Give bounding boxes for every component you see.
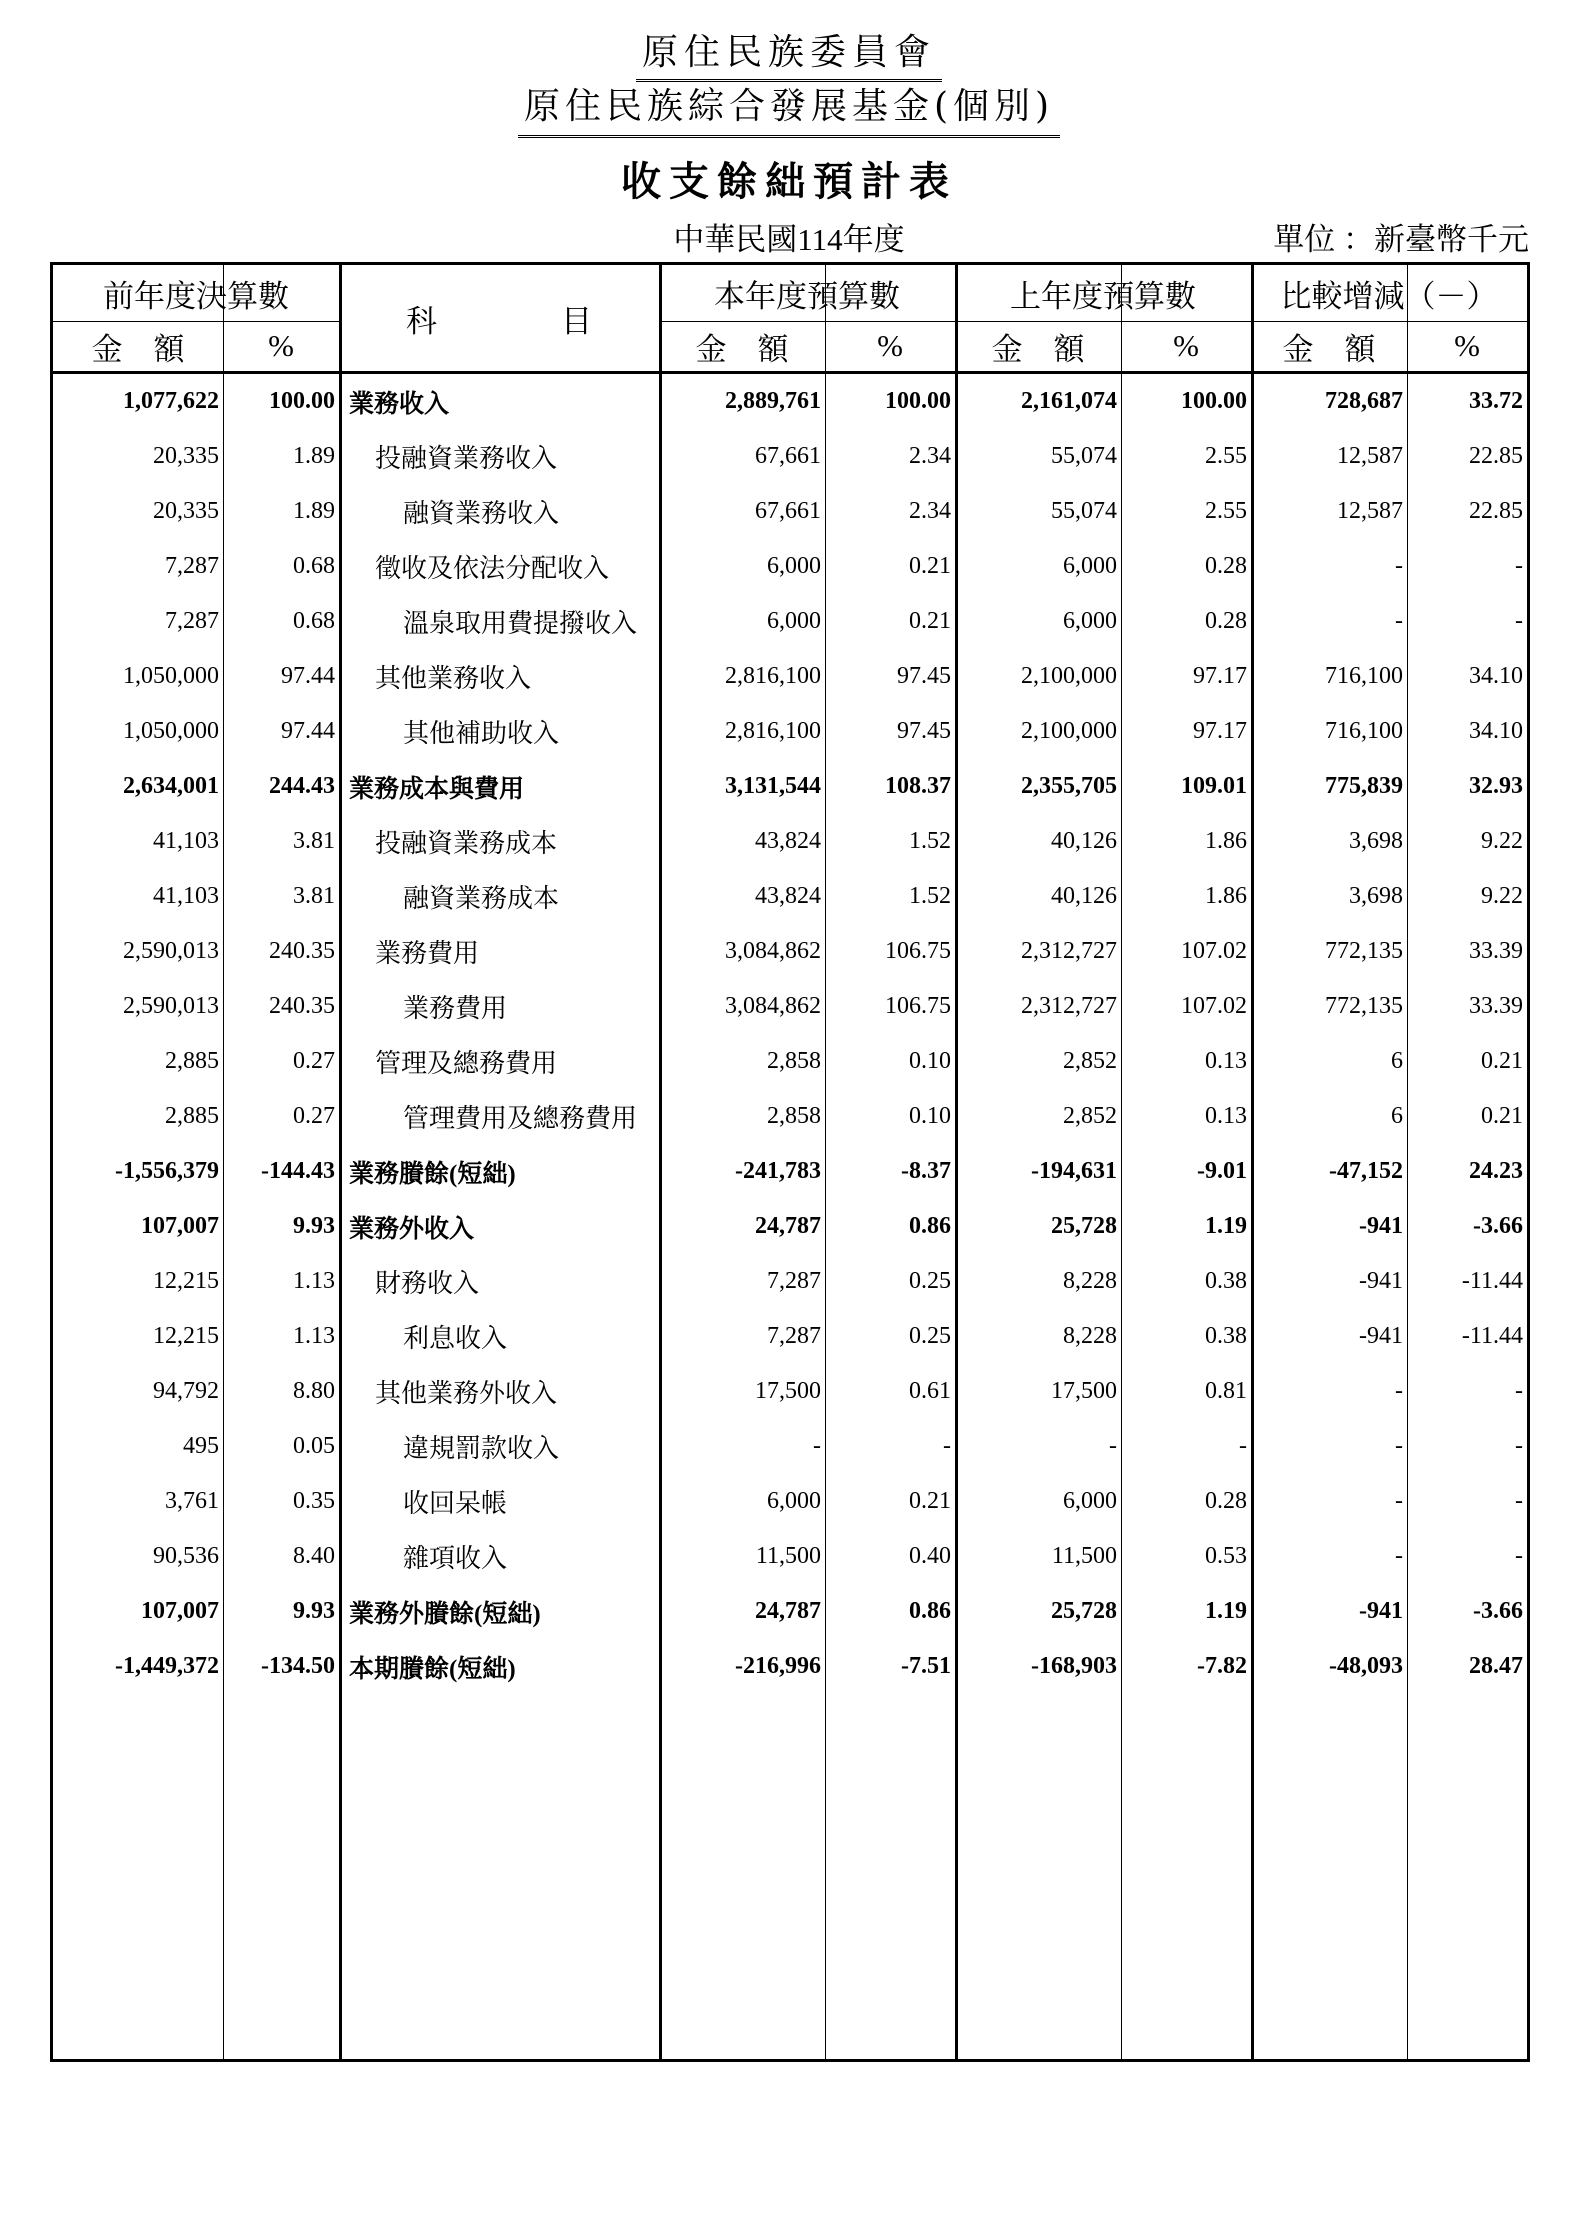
pct-cell: - [1515,1378,1523,1404]
amount-cell: -1,556,379 [115,1158,219,1184]
pct-cell: 0.38 [1205,1268,1247,1294]
table-row [53,484,1527,539]
pct-cell: 0.35 [293,1488,335,1514]
pct-cell: 9.22 [1481,828,1523,854]
subject-cell: 業務外賸餘(短絀) [349,1600,541,1628]
pct-cell: 22.85 [1469,498,1523,524]
subject-cell: 業務費用 [375,939,480,968]
pct-cell: 97.44 [281,718,335,744]
amount-cell: 55,074 [1051,443,1117,469]
amount-cell: -241,783 [735,1158,821,1184]
subject-cell: 雜項收入 [403,1544,508,1573]
pct-cell: 97.17 [1193,718,1247,744]
pct-cell: 1.52 [909,883,951,909]
pct-cell: 0.05 [293,1433,335,1459]
pct-cell: 106.75 [885,993,951,1019]
pct-cell: -11.44 [1461,1323,1523,1349]
amount-cell: 6,000 [1063,608,1117,634]
amount-cell: 3,084,862 [725,993,821,1019]
pct-cell: 106.75 [885,938,951,964]
table-row [53,539,1527,594]
pct-cell: 1.52 [909,828,951,854]
amount-cell: -48,093 [1329,1653,1403,1679]
amount-cell: 3,131,544 [725,773,821,799]
pct-cell: 0.40 [909,1543,951,1569]
pct-cell: 97.17 [1193,663,1247,689]
amount-cell: -47,152 [1329,1158,1403,1184]
amount-cell: 1,077,622 [123,388,219,414]
pct-cell: 9.93 [293,1213,335,1239]
amount-cell: 2,858 [767,1103,821,1129]
subject-cell: 徵收及依法分配收入 [375,554,610,583]
amount-cell: 90,536 [153,1543,219,1569]
amount-cell: 12,587 [1337,443,1403,469]
amount-cell: 3,761 [165,1488,219,1514]
amount-cell: 12,587 [1337,498,1403,524]
amount-cell: - [1395,1433,1403,1459]
amount-cell: 20,335 [153,443,219,469]
subject-cell: 其他業務收入 [375,664,532,693]
amount-cell: 11,500 [1051,1543,1117,1569]
pct-cell: 2.55 [1205,443,1247,469]
subject-cell: 管理及總務費用 [375,1049,558,1078]
subject-cell: 溫泉取用費提撥收入 [403,609,638,638]
amount-cell: 716,100 [1325,718,1403,744]
amount-cell: 8,228 [1063,1323,1117,1349]
subject-cell: 收回呆帳 [403,1489,508,1518]
table-row [53,869,1527,924]
pct-cell: - [1515,553,1523,579]
amount-cell: 6,000 [1063,553,1117,579]
pct-cell: -7.82 [1197,1653,1247,1679]
table-row [53,649,1527,704]
pct-cell: 97.45 [897,718,951,744]
pct-cell: 1.89 [293,498,335,524]
amount-cell: 772,135 [1325,993,1403,1019]
pct-cell: 240.35 [269,938,335,964]
amount-cell: 55,074 [1051,498,1117,524]
pct-cell: 0.27 [293,1103,335,1129]
table-row [53,759,1527,814]
subject-cell: 投融資業務收入 [375,444,558,473]
amount-cell: 8,228 [1063,1268,1117,1294]
amount-cell: 41,103 [153,883,219,909]
pct-cell: 28.47 [1469,1653,1523,1679]
amount-cell: 728,687 [1325,388,1403,414]
header-subject: 科 目 [406,303,592,339]
pct-cell: -3.66 [1473,1213,1523,1239]
amount-cell: 6,000 [767,1488,821,1514]
subject-cell: 管理費用及總務費用 [403,1104,638,1133]
amount-cell: - [1109,1433,1117,1459]
amount-cell: 107,007 [141,1213,219,1239]
pct-cell: 32.93 [1469,773,1523,799]
pct-cell: 0.25 [909,1323,951,1349]
table-row [53,1364,1527,1419]
pct-cell: 0.53 [1205,1543,1247,1569]
table-row [53,704,1527,759]
subject-cell: 業務外收入 [349,1215,475,1243]
amount-cell: 772,135 [1325,938,1403,964]
header-pct: % [268,328,294,363]
pct-cell: 0.21 [909,608,951,634]
amount-cell: -941 [1359,1268,1403,1294]
amount-cell: - [1395,553,1403,579]
amount-cell: 25,728 [1051,1213,1117,1239]
subject-cell: 財務收入 [375,1269,480,1298]
amount-cell: - [1395,1488,1403,1514]
amount-cell: 24,787 [755,1598,821,1624]
amount-cell: 6 [1391,1103,1403,1129]
budget-table [50,262,1530,2062]
table-row [53,1034,1527,1089]
amount-cell: 2,858 [767,1048,821,1074]
amount-cell: 43,824 [755,828,821,854]
fund-title: 原住民族綜合發展基金(個別) [0,78,1578,129]
pct-cell: 100.00 [885,388,951,414]
amount-cell: 12,215 [153,1268,219,1294]
amount-cell: -194,631 [1031,1158,1117,1184]
pct-cell: 0.21 [909,1488,951,1514]
pct-cell: 0.68 [293,553,335,579]
pct-cell: -144.43 [261,1158,335,1184]
table-row [53,1254,1527,1309]
header-pct: % [1173,328,1199,363]
pct-cell: -11.44 [1461,1268,1523,1294]
subject-cell: 投融資業務成本 [375,829,558,858]
pct-cell: -134.50 [261,1653,335,1679]
header-last-budget: 上年度預算數 [1010,278,1196,314]
pct-cell: 1.19 [1205,1213,1247,1239]
table-row [53,594,1527,649]
unit-label: 單位 ：新臺幣千元 [1273,222,1529,257]
table-row [53,1144,1527,1199]
table-row [53,924,1527,979]
pct-cell: 100.00 [269,388,335,414]
pct-cell: 8.80 [293,1378,335,1404]
amount-cell: 2,100,000 [1021,718,1117,744]
pct-cell: - [1515,1433,1523,1459]
pct-cell: 9.22 [1481,883,1523,909]
pct-cell: 0.25 [909,1268,951,1294]
table-row [53,1529,1527,1584]
pct-cell: 3.81 [293,828,335,854]
amount-cell: - [813,1433,821,1459]
amount-cell: 2,590,013 [123,938,219,964]
header-amount: 金 額 [991,331,1085,367]
subject-cell: 業務成本與費用 [349,775,525,803]
org-title: 原住民族委員會 [0,24,1578,75]
amount-cell: 3,698 [1349,828,1403,854]
amount-cell: 67,661 [755,498,821,524]
table-row [53,1199,1527,1254]
pct-cell: 33.72 [1469,388,1523,414]
pct-cell: 0.68 [293,608,335,634]
pct-cell: 0.10 [909,1048,951,1074]
pct-cell: - [1515,608,1523,634]
amount-cell: -941 [1359,1323,1403,1349]
pct-cell: 1.89 [293,443,335,469]
pct-cell: 0.28 [1205,1488,1247,1514]
header-prev-actual: 前年度決算數 [103,278,289,314]
amount-cell: 6,000 [767,608,821,634]
amount-cell: -1,449,372 [115,1653,219,1679]
amount-cell: 2,889,761 [725,388,821,414]
amount-cell: 7,287 [767,1268,821,1294]
pct-cell: 8.40 [293,1543,335,1569]
amount-cell: 24,787 [755,1213,821,1239]
pct-cell: 0.13 [1205,1103,1247,1129]
pct-cell: 3.81 [293,883,335,909]
pct-cell: 1.86 [1205,883,1247,909]
pct-cell: 2.34 [909,443,951,469]
amount-cell: 107,007 [141,1598,219,1624]
pct-cell: 0.21 [1481,1048,1523,1074]
pct-cell: 0.28 [1205,553,1247,579]
pct-cell: 22.85 [1469,443,1523,469]
subject-cell: 本期賸餘(短絀) [349,1655,516,1683]
pct-cell: - [943,1433,951,1459]
subject-cell: 業務收入 [349,390,450,418]
pct-cell: 24.23 [1469,1158,1523,1184]
amount-cell: 3,698 [1349,883,1403,909]
amount-cell: - [1395,1543,1403,1569]
amount-cell: 2,852 [1063,1048,1117,1074]
pct-cell: 0.81 [1205,1378,1247,1404]
amount-cell: 2,355,705 [1021,773,1117,799]
pct-cell: 108.37 [885,773,951,799]
amount-cell: 20,335 [153,498,219,524]
amount-cell: 7,287 [767,1323,821,1349]
subject-cell: 其他補助收入 [403,719,560,748]
amount-cell: 2,312,727 [1021,938,1117,964]
amount-cell: 40,126 [1051,883,1117,909]
table-row [53,1639,1527,1694]
amount-cell: 6 [1391,1048,1403,1074]
amount-cell: 7,287 [165,553,219,579]
subject-cell: 違規罰款收入 [403,1434,560,1463]
amount-cell: 2,852 [1063,1103,1117,1129]
pct-cell: 0.61 [909,1378,951,1404]
amount-cell: 6,000 [767,553,821,579]
table-row [53,979,1527,1034]
amount-cell: 2,816,100 [725,663,821,689]
pct-cell: 34.10 [1469,718,1523,744]
amount-cell: 2,161,074 [1021,388,1117,414]
amount-cell: 495 [183,1433,219,1459]
pct-cell: 1.19 [1205,1598,1247,1624]
amount-cell: 41,103 [153,828,219,854]
amount-cell: - [1395,1378,1403,1404]
pct-cell: 244.43 [269,773,335,799]
amount-cell: 6,000 [1063,1488,1117,1514]
amount-cell: 2,634,001 [123,773,219,799]
header-diff: 比較增減（－） [1280,278,1498,314]
amount-cell: 43,824 [755,883,821,909]
amount-cell: 17,500 [755,1378,821,1404]
pct-cell: 1.13 [293,1268,335,1294]
pct-cell: -3.66 [1473,1598,1523,1624]
report-title: 收支餘絀預計表 [621,158,957,205]
amount-cell: - [1395,608,1403,634]
table-row [53,814,1527,869]
amount-cell: 1,050,000 [123,718,219,744]
subject-cell: 融資業務成本 [403,884,560,913]
pct-cell: 34.10 [1469,663,1523,689]
table-row [53,429,1527,484]
amount-cell: 2,885 [165,1048,219,1074]
amount-cell: 11,500 [755,1543,821,1569]
amount-cell: 25,728 [1051,1598,1117,1624]
subject-cell: 業務賸餘(短絀) [349,1160,516,1188]
amount-cell: 1,050,000 [123,663,219,689]
table-row [53,1089,1527,1144]
pct-cell: - [1239,1433,1247,1459]
amount-cell: 12,215 [153,1323,219,1349]
header-amount: 金 額 [695,331,789,367]
subject-cell: 利息收入 [403,1324,508,1353]
pct-cell: 0.86 [909,1598,951,1624]
amount-cell: 40,126 [1051,828,1117,854]
pct-cell: 0.21 [909,553,951,579]
pct-cell: 0.21 [1481,1103,1523,1129]
amount-cell: 2,100,000 [1021,663,1117,689]
pct-cell: -8.37 [901,1158,951,1184]
pct-cell: 100.00 [1181,388,1247,414]
table-row [53,1474,1527,1529]
pct-cell: 0.86 [909,1213,951,1239]
amount-cell: 7,287 [165,608,219,634]
amount-cell: -941 [1359,1213,1403,1239]
pct-cell: 240.35 [269,993,335,1019]
amount-cell: 2,590,013 [123,993,219,1019]
pct-cell: 0.38 [1205,1323,1247,1349]
pct-cell: 1.13 [293,1323,335,1349]
amount-cell: 94,792 [153,1378,219,1404]
amount-cell: 2,885 [165,1103,219,1129]
pct-cell: - [1515,1543,1523,1569]
pct-cell: -7.51 [901,1653,951,1679]
amount-cell: 775,839 [1325,773,1403,799]
amount-cell: 2,816,100 [725,718,821,744]
header-amount: 金 額 [91,331,185,367]
header-pct: % [877,328,903,363]
pct-cell: - [1515,1488,1523,1514]
amount-cell: 3,084,862 [725,938,821,964]
amount-cell: -216,996 [735,1653,821,1679]
amount-cell: -941 [1359,1598,1403,1624]
pct-cell: 0.13 [1205,1048,1247,1074]
table-row [53,1584,1527,1639]
amount-cell: 2,312,727 [1021,993,1117,1019]
pct-cell: 9.93 [293,1598,335,1624]
pct-cell: -9.01 [1197,1158,1247,1184]
period-label: 中華民國114年度 [673,222,905,257]
amount-cell: 67,661 [755,443,821,469]
amount-cell: -168,903 [1031,1653,1117,1679]
pct-cell: 97.44 [281,663,335,689]
pct-cell: 0.10 [909,1103,951,1129]
subject-cell: 其他業務外收入 [375,1379,558,1408]
subject-cell: 業務費用 [403,994,508,1023]
header-pct: % [1454,328,1480,363]
subject-cell: 融資業務收入 [403,499,560,528]
amount-cell: 17,500 [1051,1378,1117,1404]
pct-cell: 109.01 [1181,773,1247,799]
pct-cell: 0.28 [1205,608,1247,634]
pct-cell: 0.27 [293,1048,335,1074]
pct-cell: 97.45 [897,663,951,689]
pct-cell: 107.02 [1181,938,1247,964]
header-this-budget: 本年度預算數 [714,278,900,314]
header-amount: 金 額 [1282,331,1376,367]
pct-cell: 2.34 [909,498,951,524]
amount-cell: 716,100 [1325,663,1403,689]
pct-cell: 1.86 [1205,828,1247,854]
table-row [53,1419,1527,1474]
pct-cell: 2.55 [1205,498,1247,524]
pct-cell: 33.39 [1469,993,1523,1019]
table-row [53,1309,1527,1364]
table-row [53,374,1527,429]
pct-cell: 33.39 [1469,938,1523,964]
pct-cell: 107.02 [1181,993,1247,1019]
